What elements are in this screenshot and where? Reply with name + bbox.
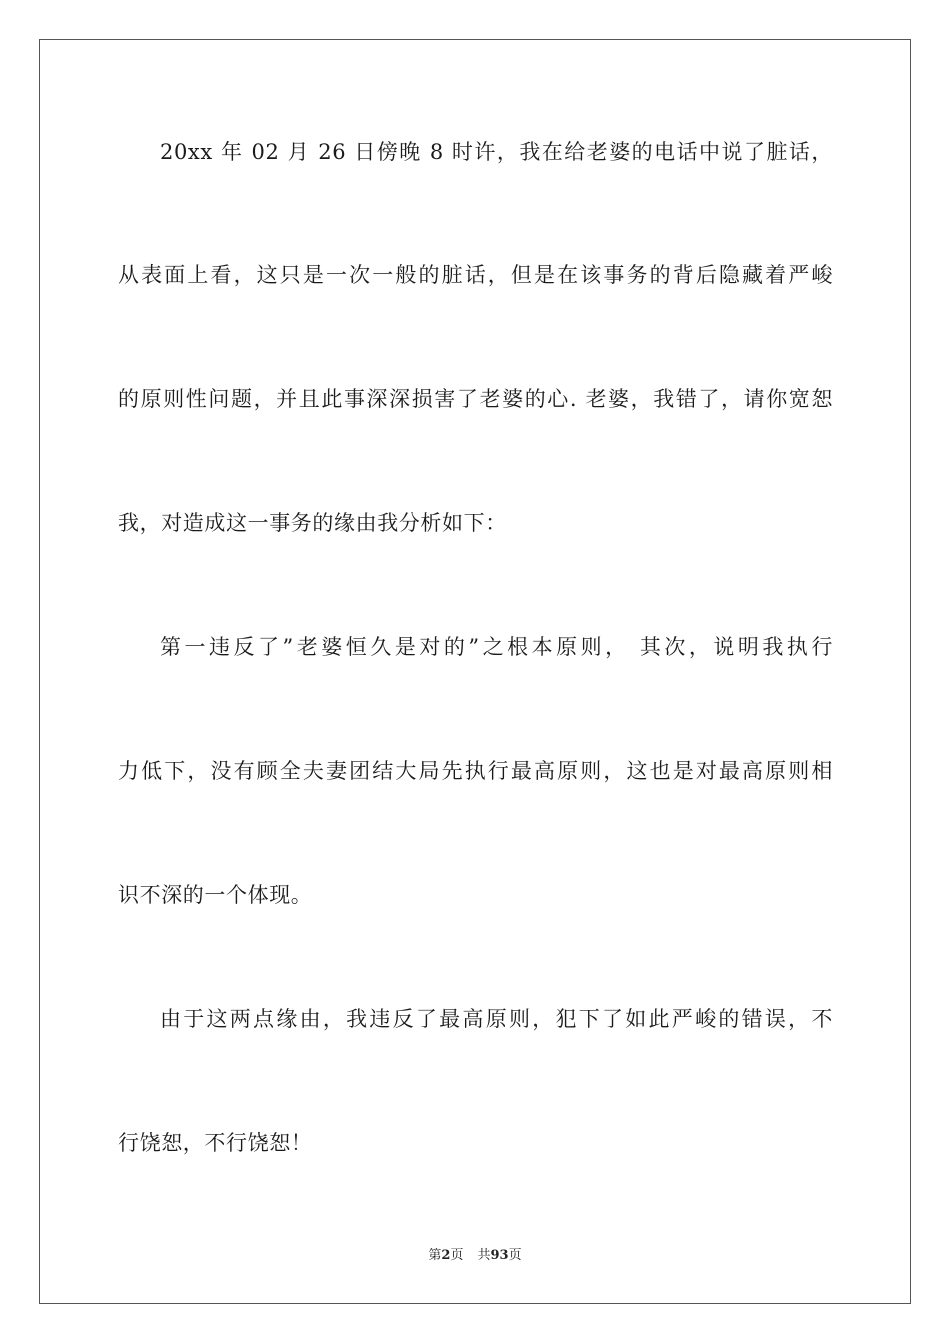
text-line-8: 由于这两点缘由，我违反了最高原则，犯下了如此严峻的错误，不 <box>160 1007 833 1031</box>
page-prefix: 第 <box>428 1248 442 1263</box>
text-line-6: 力低下，没有顾全夫妻团结大局先执行最高原则，这也是对最高原则相 <box>118 759 833 783</box>
page-suffix: 页 <box>450 1248 464 1263</box>
page-footer <box>0 1247 950 1265</box>
text-line-4: 我，对造成这一事务的缘由我分析如下： <box>118 511 507 535</box>
text-line-5: 第一违反了”老婆恒久是对的”之根本原则， 其次，说明我执行 <box>160 635 833 659</box>
page-frame <box>39 39 911 1304</box>
total-suffix: 页 <box>508 1248 522 1263</box>
page-number: 2 <box>441 1248 451 1263</box>
text-line-9: 行饶恕，不行饶恕！ <box>118 1131 313 1155</box>
text-line-2: 从表面上看，这只是一次一般的脏话，但是在该事务的背后隐藏着严峻 <box>118 263 833 287</box>
text-line-3: 的原则性问题，并且此事深深损害了老婆的心. 老婆，我错了，请你宽恕 <box>118 387 833 411</box>
total-pages: 93 <box>490 1248 509 1263</box>
text-line-7: 识不深的一个体现。 <box>118 883 313 907</box>
total-prefix: 共 <box>477 1248 491 1263</box>
text-line-1: 20xx 年 02 月 26 日傍晚 8 时许，我在给老婆的电话中说了脏话， <box>160 140 833 164</box>
